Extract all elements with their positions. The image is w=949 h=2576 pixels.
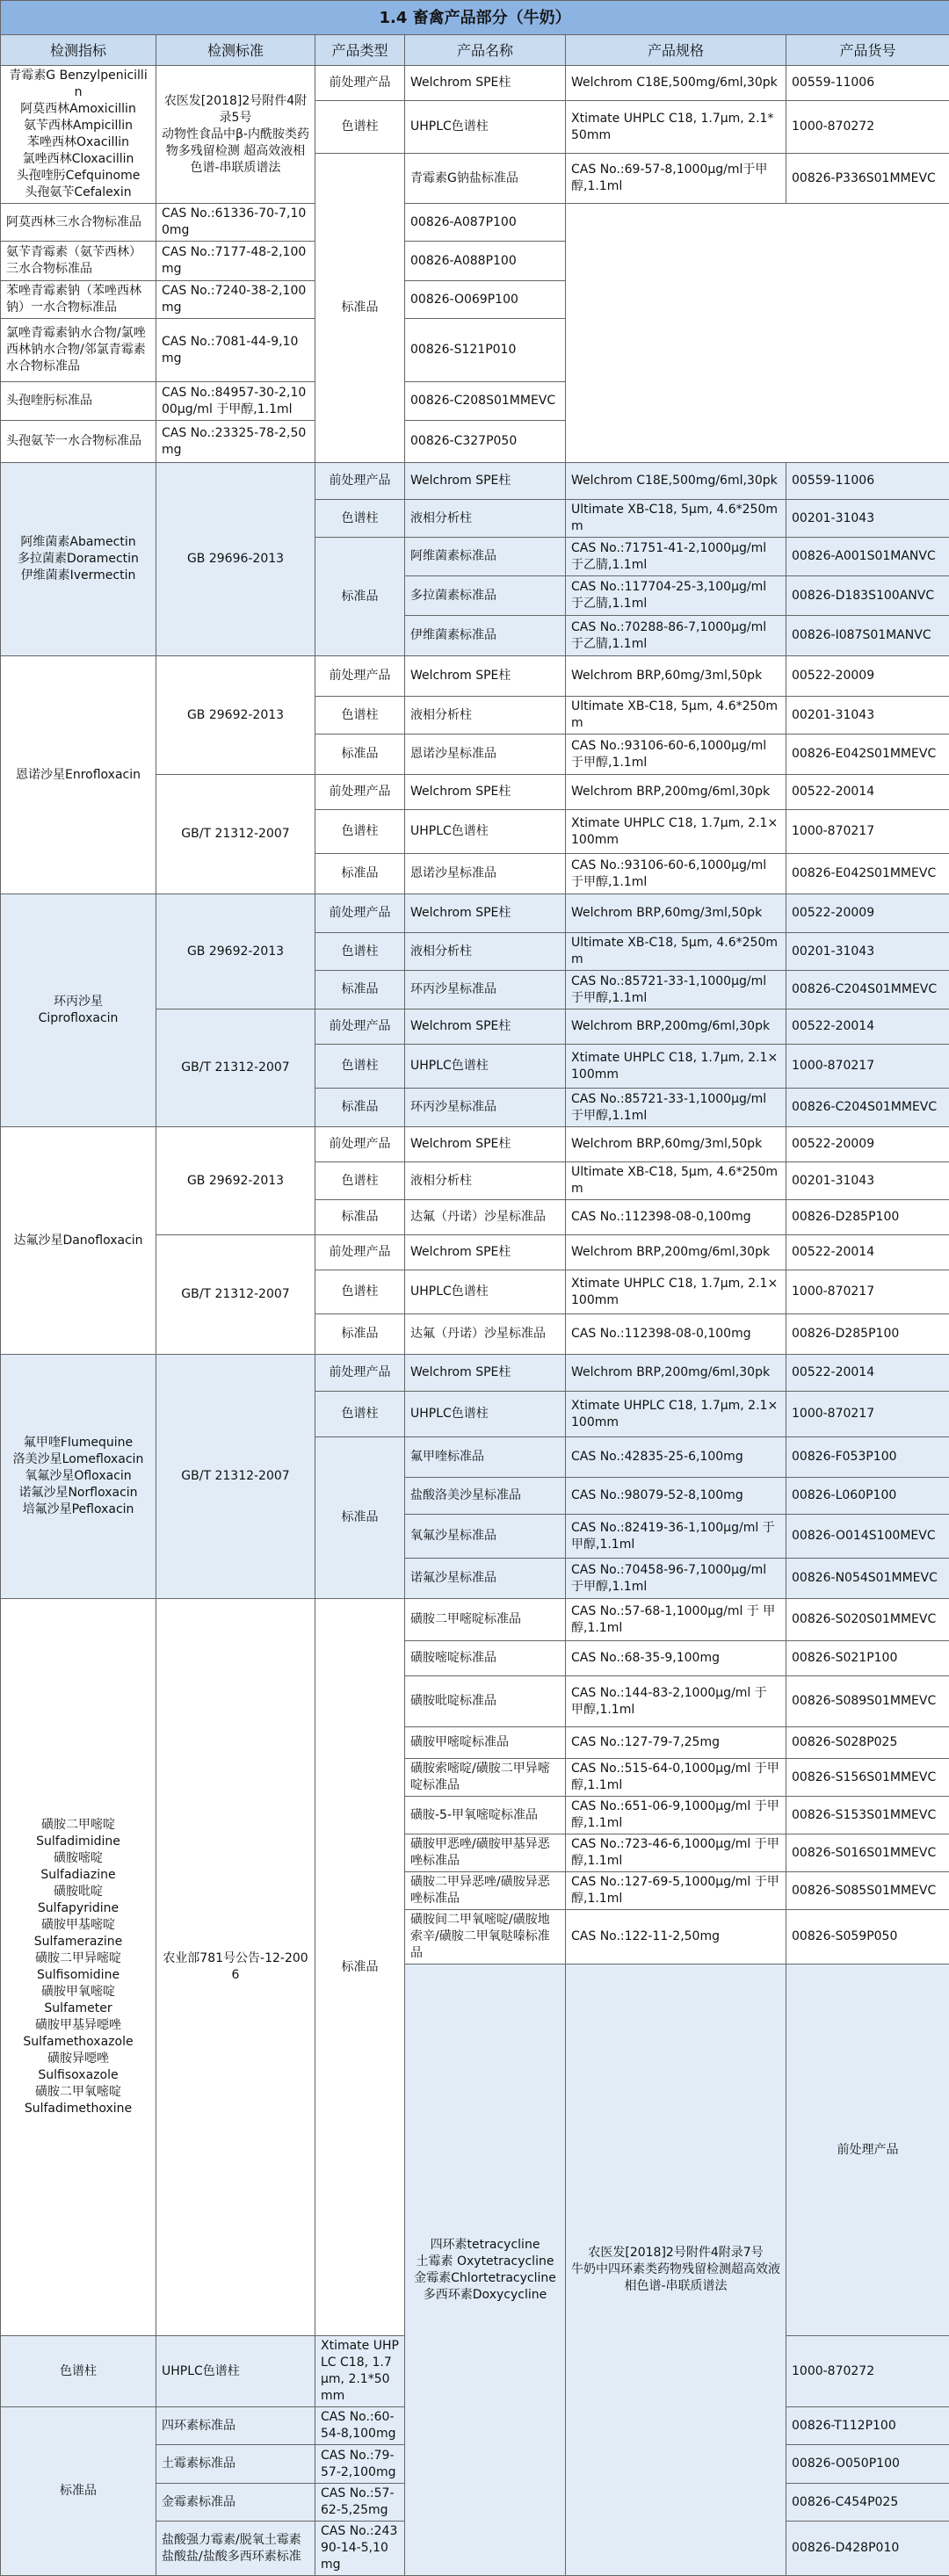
indicator-line: 苯唑西林Oxacillin bbox=[6, 134, 150, 151]
product-code-cell: 00522-20009 bbox=[786, 894, 949, 933]
indicator-line: 磺胺吡啶 bbox=[6, 1884, 150, 1900]
product-name-cell: 磺胺甲恶唑/磺胺甲基异恶唑标准品 bbox=[405, 1834, 566, 1872]
indicator-line: 氨苄西林Ampicillin bbox=[6, 118, 150, 134]
product-type-cell: 前处理产品 bbox=[786, 1965, 949, 2336]
product-spec-cell: CAS No.:93106-60-6,1000μg/ml 于甲醇,1.1ml bbox=[566, 854, 786, 894]
product-name-cell: 氨苄青霉素（氨苄西林）三水合物标准品 bbox=[1, 242, 156, 281]
table-row bbox=[1, 242, 949, 281]
table-title: 1.4 畜禽产品部分（牛奶） bbox=[1, 1, 949, 35]
product-spec-cell: CAS No.:651-06-9,1000μg/ml 于甲醇,1.1ml bbox=[566, 1797, 786, 1834]
standard-cell bbox=[156, 894, 315, 1009]
product-type-cell: 标准品 bbox=[1, 2407, 156, 2576]
product-spec-cell: Xtimate UHPLC C18, 1.7μm, 2.1×100mm bbox=[566, 1045, 786, 1089]
product-code-cell: 00559-11006 bbox=[786, 66, 949, 101]
standard-line: 农医发[2018]2号附件4附录5号 bbox=[162, 93, 309, 127]
product-type-cell: 标准品 bbox=[315, 154, 405, 463]
product-spec-cell: Xtimate UHPLC C18, 1.7μm, 2.1×100mm bbox=[566, 1270, 786, 1314]
product-type-cell: 前处理产品 bbox=[315, 1235, 405, 1270]
product-name-cell: Welchrom SPE柱 bbox=[405, 656, 566, 697]
product-name-cell: 恩诺沙星标准品 bbox=[405, 854, 566, 894]
product-code-cell: 00201-31043 bbox=[786, 933, 949, 971]
product-spec-cell: Ultimate XB-C18, 5μm, 4.6*250mm bbox=[566, 1162, 786, 1200]
table-row bbox=[1, 204, 949, 242]
product-spec-cell: Ultimate XB-C18, 5μm, 4.6*250mm bbox=[566, 500, 786, 538]
product-name-cell: 环丙沙星标准品 bbox=[405, 971, 566, 1009]
product-name-cell: 磺胺间二甲氧嘧啶/磺胺地索辛/磺胺二甲氧哒嗪标准品 bbox=[405, 1910, 566, 1965]
indicator-line: Sulfadimethoxine bbox=[6, 2101, 150, 2117]
product-spec-cell: CAS No.:127-69-5,1000μg/ml 于甲醇,1.1ml bbox=[566, 1872, 786, 1910]
product-name-cell: Welchrom SPE柱 bbox=[405, 1127, 566, 1162]
product-code-cell: 1000-870272 bbox=[786, 101, 949, 154]
indicator-line: 磺胺甲氧嘧啶 bbox=[6, 1984, 150, 2001]
product-name-cell: 磺胺嘧啶标准品 bbox=[405, 1641, 566, 1676]
product-name-cell: 伊维菌素标准品 bbox=[405, 616, 566, 656]
product-spec-cell: CAS No.:723-46-6,1000μg/ml 于甲醇,1.1ml bbox=[566, 1834, 786, 1872]
product-type-cell: 标准品 bbox=[315, 1437, 405, 1599]
product-type-cell: 色谱柱 bbox=[315, 810, 405, 854]
indicator-line: 氧氟沙星Ofloxacin bbox=[6, 1468, 150, 1485]
product-spec-cell: CAS No.:7081-44-9,10mg bbox=[156, 319, 315, 382]
indicator-line: Sulfameter bbox=[6, 2001, 150, 2017]
product-code-cell: 00522-20009 bbox=[786, 1127, 949, 1162]
product-code-cell: 1000-870217 bbox=[786, 810, 949, 854]
product-code-cell: 00826-S156S01MMEVC bbox=[786, 1759, 949, 1797]
product-name-cell: 液相分析柱 bbox=[405, 697, 566, 734]
table-body bbox=[1, 66, 949, 2576]
product-type-cell: 标准品 bbox=[315, 1599, 405, 2336]
indicator-line: 阿莫西林Amoxicillin bbox=[6, 101, 150, 118]
product-code-cell: 00559-11006 bbox=[786, 463, 949, 500]
product-code-cell: 00826-S059P050 bbox=[786, 1910, 949, 1965]
product-spec-cell: CAS No.:112398-08-0,100mg bbox=[566, 1314, 786, 1355]
product-type-cell: 前处理产品 bbox=[315, 656, 405, 697]
product-spec-cell: Ultimate XB-C18, 5μm, 4.6*250mm bbox=[566, 697, 786, 734]
product-type-cell: 标准品 bbox=[315, 854, 405, 894]
header-type: 产品类型 bbox=[315, 35, 405, 66]
product-code-cell: 00522-20014 bbox=[786, 1235, 949, 1270]
product-name-cell: UHPLC色谱柱 bbox=[405, 101, 566, 154]
product-code-cell: 00826-S153S01MMEVC bbox=[786, 1797, 949, 1834]
product-spec-cell: CAS No.:515-64-0,1000μg/ml 于甲醇,1.1ml bbox=[566, 1759, 786, 1797]
header-code: 产品货号 bbox=[786, 35, 949, 66]
header-standard: 检测标准 bbox=[156, 35, 315, 66]
product-code-cell: 00826-D285P100 bbox=[786, 1314, 949, 1355]
product-name-cell: 磺胺吡啶标准品 bbox=[405, 1676, 566, 1727]
product-code-cell: 00826-I087S01MANVC bbox=[786, 616, 949, 656]
product-code-cell: 00826-S016S01MMEVC bbox=[786, 1834, 949, 1872]
product-code-cell: 00826-F053P100 bbox=[786, 1437, 949, 1478]
product-type-cell: 前处理产品 bbox=[315, 463, 405, 500]
product-type-cell: 色谱柱 bbox=[1, 2336, 156, 2407]
product-name-cell: 磺胺索嘧啶/磺胺二甲异嘧啶标准品 bbox=[405, 1759, 566, 1797]
standard-line: GB/T 21312-2007 bbox=[162, 826, 309, 843]
standard-line: GB 29696-2013 bbox=[162, 551, 309, 568]
product-name-cell: 土霉素标准品 bbox=[156, 2445, 315, 2484]
header-row bbox=[1, 35, 949, 66]
product-name-cell: 磺胺二甲嘧啶标准品 bbox=[405, 1599, 566, 1641]
indicator-line: Sulfamerazine bbox=[6, 1934, 150, 1950]
indicator-cell bbox=[405, 1965, 566, 2576]
product-name-cell: Welchrom SPE柱 bbox=[405, 463, 566, 500]
standard-line: GB 29692-2013 bbox=[162, 707, 309, 724]
standard-cell bbox=[156, 66, 315, 204]
indicator-line: 青霉素G Benzylpenicillin bbox=[6, 68, 150, 101]
product-type-cell: 前处理产品 bbox=[315, 894, 405, 933]
product-spec-cell: CAS No.:85721-33-1,1000μg/ml 于甲醇,1.1ml bbox=[566, 971, 786, 1009]
product-name-cell: 磺胺甲嘧啶标准品 bbox=[405, 1727, 566, 1759]
indicator-line: 磺胺二甲嘧啶 bbox=[6, 1817, 150, 1834]
product-name-cell: UHPLC色谱柱 bbox=[156, 2336, 315, 2407]
product-name-cell: Welchrom SPE柱 bbox=[405, 894, 566, 933]
product-name-cell: UHPLC色谱柱 bbox=[405, 810, 566, 854]
product-type-cell: 色谱柱 bbox=[315, 500, 405, 538]
product-code-cell: 00826-C327P050 bbox=[405, 421, 566, 463]
product-name-cell: 盐酸强力霉素/脱氧土霉素盐酸盐/盐酸多西环素标准 bbox=[156, 2522, 315, 2576]
product-name-cell: 头孢喹肟标准品 bbox=[1, 382, 156, 421]
product-code-cell: 00201-31043 bbox=[786, 1162, 949, 1200]
product-name-cell: 氟甲喹标准品 bbox=[405, 1437, 566, 1478]
product-spec-cell: Welchrom C18E,500mg/6ml,30pk bbox=[566, 463, 786, 500]
product-name-cell: 金霉素标准品 bbox=[156, 2484, 315, 2522]
product-spec-cell: CAS No.:85721-33-1,1000μg/ml 于甲醇,1.1ml bbox=[566, 1089, 786, 1127]
standard-cell bbox=[156, 1355, 315, 1599]
indicator-cell bbox=[1, 1127, 156, 1355]
standard-line: GB 29692-2013 bbox=[162, 944, 309, 960]
product-code-cell: 00826-E042S01MMEVC bbox=[786, 734, 949, 775]
indicator-line: 氟甲喹Flumequine bbox=[6, 1435, 150, 1451]
indicator-line: 磺胺甲基嘧啶 bbox=[6, 1917, 150, 1934]
product-type-cell: 色谱柱 bbox=[315, 1162, 405, 1200]
indicator-cell bbox=[1, 1599, 156, 2336]
standard-line: 农业部781号公告-12-2006 bbox=[162, 1950, 309, 1984]
product-type-cell: 标准品 bbox=[315, 538, 405, 656]
table-row bbox=[1, 1127, 949, 1162]
indicator-line: 磺胺二甲异嘧啶 bbox=[6, 1950, 150, 1967]
product-code-cell: 00826-O014S100MEVC bbox=[786, 1515, 949, 1559]
standard-line: GB/T 21312-2007 bbox=[162, 1468, 309, 1485]
indicator-line: 培氟沙星Pefloxacin bbox=[6, 1501, 150, 1518]
product-code-cell: 00826-D428P010 bbox=[786, 2522, 949, 2576]
product-code-cell: 00826-S028P025 bbox=[786, 1727, 949, 1759]
product-type-cell: 前处理产品 bbox=[315, 775, 405, 810]
product-type-cell: 前处理产品 bbox=[315, 1009, 405, 1045]
standard-cell bbox=[566, 1965, 786, 2576]
standard-line: 农医发[2018]2号附件4附录7号 bbox=[571, 2245, 780, 2261]
indicator-line: 四环素tetracycline bbox=[410, 2237, 560, 2254]
product-spec-cell: CAS No.:70288-86-7,1000μg/ml 于乙腈,1.1ml bbox=[566, 616, 786, 656]
product-name-cell: 苯唑青霉素钠（苯唑西林钠）一水合物标准品 bbox=[1, 281, 156, 319]
product-code-cell: 00826-S089S01MMEVC bbox=[786, 1676, 949, 1727]
product-code-cell: 00826-C204S01MMEVC bbox=[786, 1089, 949, 1127]
indicator-line: 氯唑西林Cloxacillin bbox=[6, 151, 150, 168]
standard-line: GB 29692-2013 bbox=[162, 1173, 309, 1190]
product-name-cell: 头孢氨苄一水合物标准品 bbox=[1, 421, 156, 463]
product-name-cell: 磺胺-5-甲氧嘧啶标准品 bbox=[405, 1797, 566, 1834]
product-code-cell: 00826-T112P100 bbox=[786, 2407, 949, 2445]
product-name-cell: 青霉素G钠盐标准品 bbox=[405, 154, 566, 204]
indicator-line: 环丙沙星 bbox=[6, 994, 150, 1010]
product-spec-cell: CAS No.:71751-41-2,1000μg/ml 于乙腈,1.1ml bbox=[566, 538, 786, 576]
product-type-cell: 色谱柱 bbox=[315, 1045, 405, 1089]
product-code-cell: 00826-A087P100 bbox=[405, 204, 566, 242]
product-code-cell: 00522-20014 bbox=[786, 1009, 949, 1045]
product-code-cell: 1000-870217 bbox=[786, 1392, 949, 1437]
standard-cell bbox=[156, 1599, 315, 2336]
table-row bbox=[1, 1599, 949, 1641]
product-name-cell: UHPLC色谱柱 bbox=[405, 1270, 566, 1314]
indicator-line: 金霉素Chlortetracycline bbox=[410, 2270, 560, 2287]
indicator-line: Ciprofloxacin bbox=[6, 1010, 150, 1027]
product-code-cell: 00826-S085S01MMEVC bbox=[786, 1872, 949, 1910]
product-spec-cell: Welchrom BRP,60mg/3ml,50pk bbox=[566, 1127, 786, 1162]
indicator-line: Sulfadimidine bbox=[6, 1834, 150, 1850]
product-code-cell: 00826-L060P100 bbox=[786, 1478, 949, 1515]
product-code-cell: 00826-S021P100 bbox=[786, 1641, 949, 1676]
indicator-cell bbox=[1, 894, 156, 1127]
product-code-cell: 00826-P336S01MMEVC bbox=[786, 154, 949, 204]
standard-cell bbox=[156, 656, 315, 775]
product-spec-cell: Welchrom BRP,200mg/6ml,30pk bbox=[566, 1355, 786, 1392]
standard-cell bbox=[156, 1127, 315, 1235]
product-spec-cell: Xtimate UHPLC C18, 1.7μm, 2.1*50mm bbox=[566, 101, 786, 154]
product-spec-cell: Welchrom BRP,200mg/6ml,30pk bbox=[566, 775, 786, 810]
product-name-cell: Welchrom SPE柱 bbox=[405, 1355, 566, 1392]
indicator-line: 恩诺沙星Enrofloxacin bbox=[6, 767, 150, 784]
product-name-cell: 液相分析柱 bbox=[405, 500, 566, 538]
standard-cell bbox=[156, 1009, 315, 1127]
indicator-cell bbox=[1, 1355, 156, 1599]
product-spec-cell: CAS No.:23325-78-2,50mg bbox=[156, 421, 315, 463]
indicator-line: 土霉素 Oxytetracycline bbox=[410, 2254, 560, 2270]
product-spec-cell: CAS No.:60-54-8,100mg bbox=[315, 2407, 405, 2445]
product-spec-cell: Welchrom BRP,200mg/6ml,30pk bbox=[566, 1009, 786, 1045]
indicator-line: Sulfisomidine bbox=[6, 1967, 150, 1984]
indicator-line: 磺胺异噁唑 bbox=[6, 2051, 150, 2067]
indicator-line: 洛美沙星Lomefloxacin bbox=[6, 1451, 150, 1468]
product-spec-cell: CAS No.:57-62-5,25mg bbox=[315, 2484, 405, 2522]
product-spec-cell: Welchrom BRP,60mg/3ml,50pk bbox=[566, 656, 786, 697]
indicator-cell bbox=[1, 656, 156, 894]
product-code-cell: 00826-A001S01MANVC bbox=[786, 538, 949, 576]
product-name-cell: Welchrom SPE柱 bbox=[405, 1009, 566, 1045]
product-code-cell: 00826-O050P100 bbox=[786, 2445, 949, 2484]
standard-line: GB/T 21312-2007 bbox=[162, 1286, 309, 1303]
product-name-cell: 氯唑青霉素钠水合物/氯唑西林钠水合物/邻氯青霉素水合物标准品 bbox=[1, 319, 156, 382]
header-indicator: 检测指标 bbox=[1, 35, 156, 66]
product-type-cell: 色谱柱 bbox=[315, 1270, 405, 1314]
indicator-line: Sulfamethoxazole bbox=[6, 2034, 150, 2051]
table-row bbox=[1, 421, 949, 463]
product-name-cell: Welchrom SPE柱 bbox=[405, 775, 566, 810]
product-name-cell: 液相分析柱 bbox=[405, 1162, 566, 1200]
indicator-line: 磺胺甲基异噁唑 bbox=[6, 2017, 150, 2034]
indicator-cell bbox=[1, 66, 156, 204]
product-spec-cell: CAS No.:122-11-2,50mg bbox=[566, 1910, 786, 1965]
product-name-cell: 恩诺沙星标准品 bbox=[405, 734, 566, 775]
product-type-cell: 前处理产品 bbox=[315, 1355, 405, 1392]
product-code-cell: 00201-31043 bbox=[786, 697, 949, 734]
product-spec-cell: CAS No.:79-57-2,100mg bbox=[315, 2445, 405, 2484]
indicator-line: 头孢喹肟Cefquinome bbox=[6, 168, 150, 185]
product-spec-cell: Xtimate UHPLC C18, 1.7μm, 2.1*50mm bbox=[315, 2336, 405, 2407]
product-code-cell: 1000-870272 bbox=[786, 2336, 949, 2407]
product-name-cell: 多拉菌素标准品 bbox=[405, 576, 566, 616]
table-row bbox=[1, 1355, 949, 1392]
title-row bbox=[1, 1, 949, 35]
product-code-cell: 00826-C204S01MMEVC bbox=[786, 971, 949, 1009]
product-name-cell: 氧氟沙星标准品 bbox=[405, 1515, 566, 1559]
product-spec-cell: Welchrom C18E,500mg/6ml,30pk bbox=[566, 66, 786, 101]
product-type-cell: 标准品 bbox=[315, 971, 405, 1009]
product-spec-cell: Xtimate UHPLC C18, 1.7μm, 2.1×100mm bbox=[566, 1392, 786, 1437]
product-type-cell: 标准品 bbox=[315, 1200, 405, 1235]
standard-line: 牛奶中四环素类药物残留检测超高效液相色谱-串联质谱法 bbox=[571, 2261, 780, 2295]
product-type-cell: 色谱柱 bbox=[315, 933, 405, 971]
indicator-line: Sulfadiazine bbox=[6, 1867, 150, 1884]
indicator-line: 多西环素Doxycycline bbox=[410, 2287, 560, 2304]
indicator-line: 磺胺嘧啶 bbox=[6, 1850, 150, 1867]
product-name-cell: 阿莫西林三水合物标准品 bbox=[1, 204, 156, 242]
indicator-line: 多拉菌素Doramectin bbox=[6, 551, 150, 568]
product-name-cell: Welchrom SPE柱 bbox=[405, 66, 566, 101]
product-spec-cell: CAS No.:70458-96-7,1000μg/ml 于甲醇,1.1ml bbox=[566, 1559, 786, 1599]
product-name-cell: 阿维菌素标准品 bbox=[405, 538, 566, 576]
indicator-line: 诺氟沙星Norfloxacin bbox=[6, 1485, 150, 1501]
product-spec-cell: Welchrom BRP,200mg/6ml,30pk bbox=[566, 1235, 786, 1270]
indicator-line: 磺胺二甲氧嘧啶 bbox=[6, 2084, 150, 2101]
indicator-line: 头孢氨苄Cefalexin bbox=[6, 185, 150, 201]
product-type-cell: 前处理产品 bbox=[315, 66, 405, 101]
product-code-cell: 00522-20014 bbox=[786, 1355, 949, 1392]
product-code-cell: 1000-870217 bbox=[786, 1270, 949, 1314]
product-spec-cell: CAS No.:68-35-9,100mg bbox=[566, 1641, 786, 1676]
table-row bbox=[1, 319, 949, 382]
product-type-cell: 色谱柱 bbox=[315, 1392, 405, 1437]
standard-cell bbox=[156, 775, 315, 894]
table-row bbox=[1, 281, 949, 319]
product-spec-cell: CAS No.:82419-36-1,100μg/ml 于甲醇,1.1ml bbox=[566, 1515, 786, 1559]
product-type-cell: 标准品 bbox=[315, 734, 405, 775]
product-code-cell: 00522-20009 bbox=[786, 656, 949, 697]
standard-line: 动物性食品中β-内酰胺类药物多残留检测 超高效液相色谱-串联质谱法 bbox=[162, 127, 309, 177]
standard-cell bbox=[156, 463, 315, 656]
product-code-cell: 1000-870217 bbox=[786, 1045, 949, 1089]
product-name-cell: 达氟（丹诺）沙星标准品 bbox=[405, 1200, 566, 1235]
product-spec-cell: Xtimate UHPLC C18, 1.7μm, 2.1×100mm bbox=[566, 810, 786, 854]
product-code-cell: 00826-D285P100 bbox=[786, 1200, 949, 1235]
indicator-line: 伊维菌素Ivermectin bbox=[6, 568, 150, 584]
product-code-cell: 00826-A088P100 bbox=[405, 242, 566, 281]
indicator-line: 达氟沙星Danofloxacin bbox=[6, 1233, 150, 1249]
standard-line: GB/T 21312-2007 bbox=[162, 1060, 309, 1076]
indicator-line: Sulfisoxazole bbox=[6, 2067, 150, 2084]
header-name: 产品名称 bbox=[405, 35, 566, 66]
indicator-line: Sulfapyridine bbox=[6, 1900, 150, 1917]
indicator-line: 阿维菌素Abamectin bbox=[6, 534, 150, 551]
product-name-cell: 磺胺二甲异恶唑/磺胺异恶唑标准品 bbox=[405, 1872, 566, 1910]
product-spec-cell: CAS No.:144-83-2,1000μg/ml 于 甲醇,1.1ml bbox=[566, 1676, 786, 1727]
product-name-cell: 盐酸洛美沙星标准品 bbox=[405, 1478, 566, 1515]
product-code-cell: 00201-31043 bbox=[786, 500, 949, 538]
product-spec-cell: CAS No.:117704-25-3,100μg/ml 于乙腈,1.1ml bbox=[566, 576, 786, 616]
product-code-cell: 00826-O069P100 bbox=[405, 281, 566, 319]
product-name-cell: Welchrom SPE柱 bbox=[405, 1235, 566, 1270]
product-code-cell: 00826-S020S01MMEVC bbox=[786, 1599, 949, 1641]
standard-cell bbox=[156, 1235, 315, 1355]
product-spec-cell: CAS No.:24390-14-5,10mg bbox=[315, 2522, 405, 2576]
product-spec-cell: CAS No.:7240-38-2,100mg bbox=[156, 281, 315, 319]
product-code-cell: 00826-C208S01MMEVC bbox=[405, 382, 566, 421]
product-name-cell: UHPLC色谱柱 bbox=[405, 1045, 566, 1089]
product-code-cell: 00826-N054S01MMEVC bbox=[786, 1559, 949, 1599]
product-spec-cell: CAS No.:98079-52-8,100mg bbox=[566, 1478, 786, 1515]
product-name-cell: 液相分析柱 bbox=[405, 933, 566, 971]
product-name-cell: 达氟（丹诺）沙星标准品 bbox=[405, 1314, 566, 1355]
product-spec-cell: CAS No.:57-68-1,1000μg/ml 于 甲醇,1.1ml bbox=[566, 1599, 786, 1641]
table-row bbox=[1, 894, 949, 933]
product-spec-cell: Ultimate XB-C18, 5μm, 4.6*250mm bbox=[566, 933, 786, 971]
table-row bbox=[1, 463, 949, 500]
product-code-cell: 00826-S121P010 bbox=[405, 319, 566, 382]
product-name-cell: UHPLC色谱柱 bbox=[405, 1392, 566, 1437]
product-spec-cell: Welchrom BRP,60mg/3ml,50pk bbox=[566, 894, 786, 933]
product-code-cell: 00826-C454P025 bbox=[786, 2484, 949, 2522]
table-row bbox=[1, 66, 949, 101]
product-spec-cell: CAS No.:7177-48-2,100mg bbox=[156, 242, 315, 281]
product-type-cell: 标准品 bbox=[315, 1089, 405, 1127]
table-row bbox=[1, 382, 949, 421]
product-type-cell: 色谱柱 bbox=[315, 697, 405, 734]
indicator-cell bbox=[1, 463, 156, 656]
product-spec-cell: CAS No.:61336-70-7,100mg bbox=[156, 204, 315, 242]
product-code-cell: 00826-E042S01MMEVC bbox=[786, 854, 949, 894]
product-name-cell: 四环素标准品 bbox=[156, 2407, 315, 2445]
product-spec-cell: CAS No.:42835-25-6,100mg bbox=[566, 1437, 786, 1478]
product-spec-cell: CAS No.:112398-08-0,100mg bbox=[566, 1200, 786, 1235]
table-row bbox=[1, 656, 949, 697]
product-code-cell: 00826-D183S100ANVC bbox=[786, 576, 949, 616]
product-spec-cell: CAS No.:84957-30-2,1000μg/ml 于甲醇,1.1ml bbox=[156, 382, 315, 421]
header-spec: 产品规格 bbox=[566, 35, 786, 66]
product-spec-cell: CAS No.:93106-60-6,1000μg/ml 于甲醇,1.1ml bbox=[566, 734, 786, 775]
product-type-cell: 色谱柱 bbox=[315, 101, 405, 154]
product-type-cell: 前处理产品 bbox=[315, 1127, 405, 1162]
product-code-cell: 00522-20014 bbox=[786, 775, 949, 810]
product-name-cell: 诺氟沙星标准品 bbox=[405, 1559, 566, 1599]
product-spec-cell: CAS No.:127-79-7,25mg bbox=[566, 1727, 786, 1759]
product-type-cell: 标准品 bbox=[315, 1314, 405, 1355]
product-name-cell: 环丙沙星标准品 bbox=[405, 1089, 566, 1127]
product-spec-cell: CAS No.:69-57-8,1000μg/ml于甲醇,1.1ml bbox=[566, 154, 786, 204]
